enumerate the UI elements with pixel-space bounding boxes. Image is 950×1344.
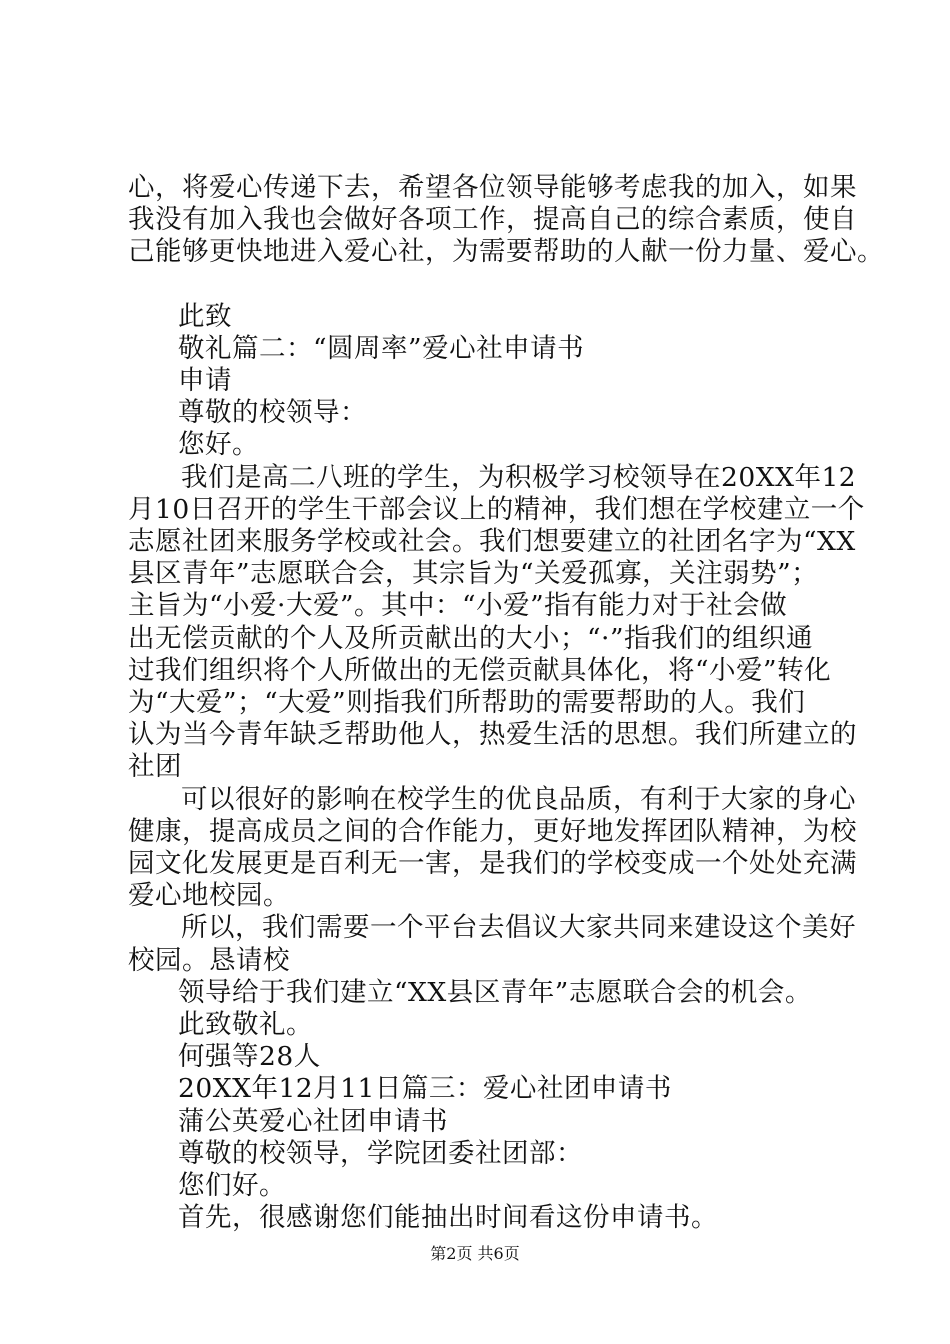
text-line: 认为当今青年缺乏帮助他人，热爱生活的思想。我们所建立的 (128, 719, 857, 751)
greeting-recipient: 尊敬的校领导，学院团委社团部： (178, 1137, 583, 1169)
text-line: 园文化发展更是百利无一害，是我们的学校变成一个处处充满 (128, 848, 857, 880)
application-title: 申请 (178, 365, 232, 397)
text-line: 我没有加入我也会做好各项工作，提高自己的综合素质，使自 (128, 204, 857, 236)
section-heading: 敬礼篇二：“圆周率”爱心社申请书 (178, 332, 585, 364)
text-line: 校园。恳请校 (128, 944, 290, 976)
text-line: 社团 (128, 751, 182, 783)
text-line: 心，将爱心传递下去，希望各位领导能够考虑我的加入，如果 (128, 172, 857, 203)
text-line: 可以很好的影响在校学生的优良品质，有利于大家的身心 (181, 783, 856, 815)
text-line: 出无偿贡献的个人及所贡献出的大小；“·”指我们的组织通 (128, 622, 814, 654)
text-line: 为“大爱”；“大爱”则指我们所帮助的需要帮助的人。我们 (128, 687, 806, 719)
text-line: 主旨为“小爱·大爱”。其中：“小爱”指有能力对于社会做 (128, 590, 788, 622)
text-line: 所以，我们需要一个平台去倡议大家共同来建设这个美好 (181, 912, 856, 944)
text-line: 首先，很感谢您们能抽出时间看这份申请书。 (178, 1202, 718, 1234)
page-number-footer: 第2页 共6页 (430, 1244, 520, 1263)
closing-salutation: 此致敬礼。 (178, 1009, 313, 1041)
text-line: 过我们组织将个人所做出的无偿贡献具体化，将“小爱”转化 (128, 654, 832, 686)
text-line: 领导给于我们建立“XX县区青年”志愿联合会的机会。 (178, 976, 812, 1008)
section-heading: 20XX年12月11日篇三：爱心社团申请书 (178, 1073, 672, 1105)
text-line: 己能够更快地进入爱心社，为需要帮助的人献一份力量、爱心。 (128, 236, 884, 268)
greeting-recipient: 尊敬的校领导： (178, 397, 367, 429)
text-line: 爱心地校园。 (128, 880, 290, 912)
application-title: 蒲公英爱心社团申请书 (178, 1105, 448, 1137)
text-line: 志愿社团来服务学校或社会。我们想要建立的社团名字为“XX (128, 526, 856, 558)
text-line: 我们是高二八班的学生，为积极学习校领导在20XX年12 (181, 461, 857, 493)
text-line: 健康，提高成员之间的合作能力，更好地发挥团队精神，为校 (128, 815, 857, 847)
greeting: 您们好。 (178, 1170, 286, 1202)
closing-salutation: 此致 (178, 300, 232, 332)
greeting: 您好。 (178, 429, 259, 461)
paragraph-gap (128, 269, 863, 301)
document-body (128, 172, 884, 1235)
text-line: 月10日召开的学生干部会议上的精神，我们想在学校建立一个 (128, 493, 865, 525)
signature: 何强等28人 (178, 1041, 321, 1073)
text-line: 县区青年”志愿联合会，其宗旨为“关爱孤寡，关注弱势”； (128, 558, 819, 590)
